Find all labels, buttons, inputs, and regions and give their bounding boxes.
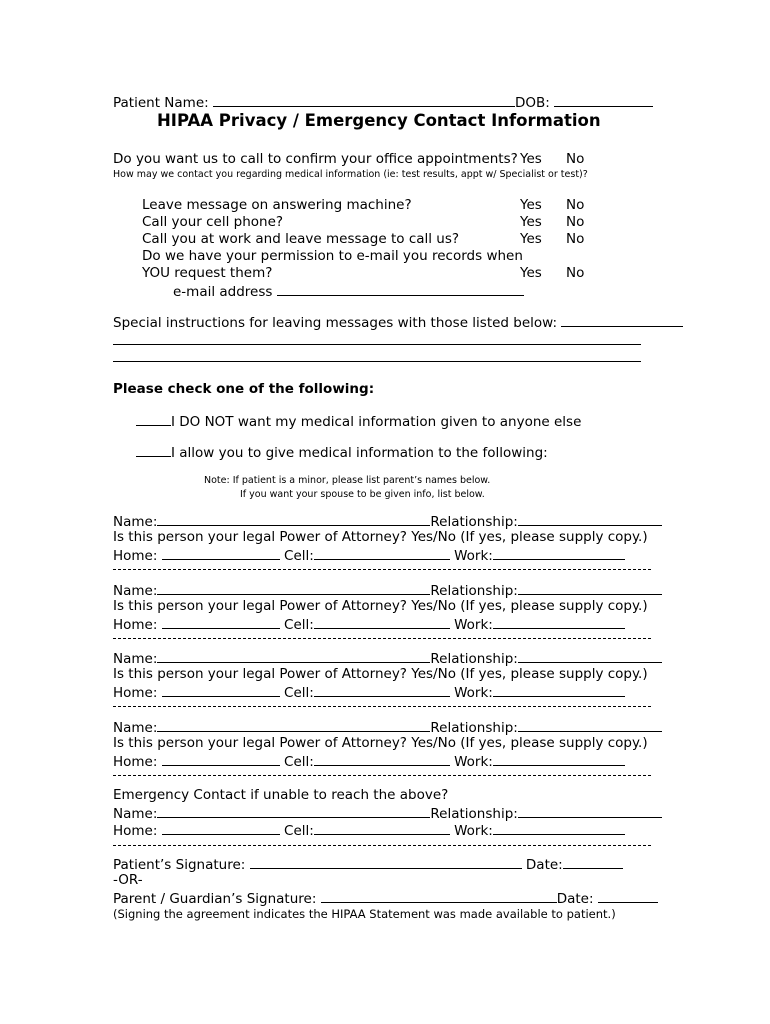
contact-work-label: Work:: [454, 548, 493, 564]
special-instructions-line-3[interactable]: [113, 361, 641, 362]
contact-home-label: Home:: [113, 685, 158, 701]
contact-1-cell-field[interactable]: [314, 546, 450, 560]
contact-4-relationship-field[interactable]: [518, 718, 662, 732]
contact-cell-label: Cell:: [284, 685, 314, 701]
contact-relationship-label: Relationship:: [430, 583, 518, 599]
emergency-home-label: Home:: [113, 823, 158, 839]
contact-name-label: Name:: [113, 720, 158, 736]
option-email-request: YOU request them?: [142, 265, 273, 281]
dob-field[interactable]: [554, 93, 653, 107]
contact-2-work-field[interactable]: [493, 615, 625, 629]
contact-cell-label: Cell:: [284, 617, 314, 633]
patient-name-row: [113, 93, 653, 112]
contact-cell-label: Cell:: [284, 548, 314, 564]
contact-poa-text: Is this person your legal Power of Attorney? Yes/No (If yes, please supply copy.): [113, 529, 648, 545]
contact-2-cell-field[interactable]: [314, 615, 450, 629]
contact-relationship-label: Relationship:: [430, 720, 518, 736]
contact-name-label: Name:: [113, 583, 158, 599]
contact-1-phone-row: [113, 546, 625, 565]
emergency-relationship-label: Relationship:: [430, 806, 518, 822]
note-line-2: If you want your spouse to be given info, list below.: [240, 489, 485, 500]
emergency-phone-row: [113, 821, 625, 840]
option-work: Call you at work and leave message to call us?: [142, 231, 460, 247]
special-instructions-field[interactable]: [561, 313, 683, 327]
option-work-no[interactable]: No: [566, 231, 585, 247]
contact-3-work-field[interactable]: [493, 683, 625, 697]
email-label: e-mail address: [173, 284, 273, 300]
contact-relationship-label: Relationship:: [430, 651, 518, 667]
special-instructions-row: [113, 313, 683, 332]
divider: [113, 775, 651, 776]
divider: [113, 845, 651, 846]
contact-3-relationship-field[interactable]: [518, 649, 662, 663]
contact-2-relationship-field[interactable]: [518, 581, 662, 595]
emergency-name-field[interactable]: [157, 804, 430, 818]
emergency-relationship-field[interactable]: [518, 804, 662, 818]
option-cell-phone: Call your cell phone?: [142, 214, 284, 230]
emergency-work-label: Work:: [454, 823, 493, 839]
patient-signature-row: [113, 855, 623, 874]
check-heading: Please check one of the following:: [113, 381, 375, 397]
contact-name-label: Name:: [113, 514, 158, 530]
contact-1-name-field[interactable]: [157, 512, 430, 526]
option-email-yes[interactable]: Yes: [520, 265, 542, 281]
contact-3-phone-row: [113, 683, 625, 702]
patient-signature-label: Patient’s Signature:: [113, 857, 246, 873]
check-do-not-row: [136, 412, 581, 431]
contact-4-cell-field[interactable]: [314, 752, 450, 766]
guardian-signature-field[interactable]: [321, 889, 557, 903]
contact-name-label: Name:: [113, 651, 158, 667]
page-title: HIPAA Privacy / Emergency Contact Information: [157, 111, 601, 130]
contact-work-label: Work:: [454, 617, 493, 633]
contact-home-label: Home:: [113, 754, 158, 770]
contact-relationship-label: Relationship:: [430, 514, 518, 530]
check-do-not-blank[interactable]: [136, 412, 171, 426]
contact-poa-text: Is this person your legal Power of Attorney? Yes/No (If yes, please supply copy.): [113, 735, 648, 751]
confirm-question: Do you want us to call to confirm your office appointments?: [113, 151, 518, 167]
contact-1-relationship-field[interactable]: [518, 512, 662, 526]
special-instructions-line-2[interactable]: [113, 344, 641, 345]
how-contact-text: How may we contact you regarding medical information (ie: test results, appt w/ Specialist or test)?: [113, 169, 588, 180]
contact-1-work-field[interactable]: [493, 546, 625, 560]
option-cell-phone-no[interactable]: No: [566, 214, 585, 230]
email-field[interactable]: [277, 282, 524, 296]
patient-date-field[interactable]: [563, 855, 623, 869]
contact-work-label: Work:: [454, 685, 493, 701]
contact-4-phone-row: [113, 752, 625, 771]
option-cell-phone-yes[interactable]: Yes: [520, 214, 542, 230]
contact-home-label: Home:: [113, 548, 158, 564]
contact-1-home-field[interactable]: [162, 546, 280, 560]
email-row: [173, 282, 524, 301]
patient-name-field[interactable]: [213, 93, 515, 107]
guardian-date-field[interactable]: [598, 889, 658, 903]
signature-footer: (Signing the agreement indicates the HIPAA Statement was made available to patient.): [113, 907, 616, 921]
contact-home-label: Home:: [113, 617, 158, 633]
option-answering-machine-no[interactable]: No: [566, 197, 585, 213]
divider: [113, 706, 651, 707]
emergency-home-field[interactable]: [162, 821, 280, 835]
special-instructions-label: Special instructions for leaving messages with those listed below:: [113, 315, 558, 331]
check-allow-label: I allow you to give medical information to the following:: [171, 445, 548, 461]
guardian-signature-label: Parent / Guardian’s Signature:: [113, 891, 317, 907]
divider: [113, 569, 651, 570]
patient-signature-field[interactable]: [250, 855, 522, 869]
contact-4-home-field[interactable]: [162, 752, 280, 766]
or-text: -OR-: [113, 872, 143, 888]
contact-4-work-field[interactable]: [493, 752, 625, 766]
contact-poa-text: Is this person your legal Power of Attorney? Yes/No (If yes, please supply copy.): [113, 598, 648, 614]
contact-4-name-field[interactable]: [157, 718, 430, 732]
contact-2-phone-row: [113, 615, 625, 634]
option-email-permission: Do we have your permission to e-mail you records when: [142, 248, 523, 264]
check-allow-blank[interactable]: [136, 443, 171, 457]
option-answering-machine: Leave message on answering machine?: [142, 197, 412, 213]
option-work-yes[interactable]: Yes: [520, 231, 542, 247]
emergency-work-field[interactable]: [493, 821, 625, 835]
patient-date-label: Date:: [525, 857, 563, 873]
patient-name-label: Patient Name:: [113, 95, 209, 111]
dob-label: DOB:: [514, 95, 550, 111]
guardian-date-label: Date:: [556, 891, 594, 907]
emergency-heading: Emergency Contact if unable to reach the above?: [113, 787, 449, 803]
option-answering-machine-yes[interactable]: Yes: [520, 197, 542, 213]
confirm-no[interactable]: No: [566, 151, 585, 167]
contact-3-name-field[interactable]: [157, 649, 430, 663]
contact-3-home-field[interactable]: [162, 683, 280, 697]
contact-2-home-field[interactable]: [162, 615, 280, 629]
divider: [113, 638, 651, 639]
contact-2-name-field[interactable]: [157, 581, 430, 595]
confirm-yes[interactable]: Yes: [520, 151, 542, 167]
emergency-cell-label: Cell:: [284, 823, 314, 839]
emergency-name-label: Name:: [113, 806, 158, 822]
contact-cell-label: Cell:: [284, 754, 314, 770]
emergency-cell-field[interactable]: [314, 821, 450, 835]
contact-poa-text: Is this person your legal Power of Attorney? Yes/No (If yes, please supply copy.): [113, 666, 648, 682]
note-line-1: Note: If patient is a minor, please list parent’s names below.: [204, 475, 491, 486]
option-email-no[interactable]: No: [566, 265, 585, 281]
contact-work-label: Work:: [454, 754, 493, 770]
contact-3-cell-field[interactable]: [314, 683, 450, 697]
check-allow-row: [136, 443, 548, 462]
check-do-not-label: I DO NOT want my medical information given to anyone else: [171, 414, 582, 430]
